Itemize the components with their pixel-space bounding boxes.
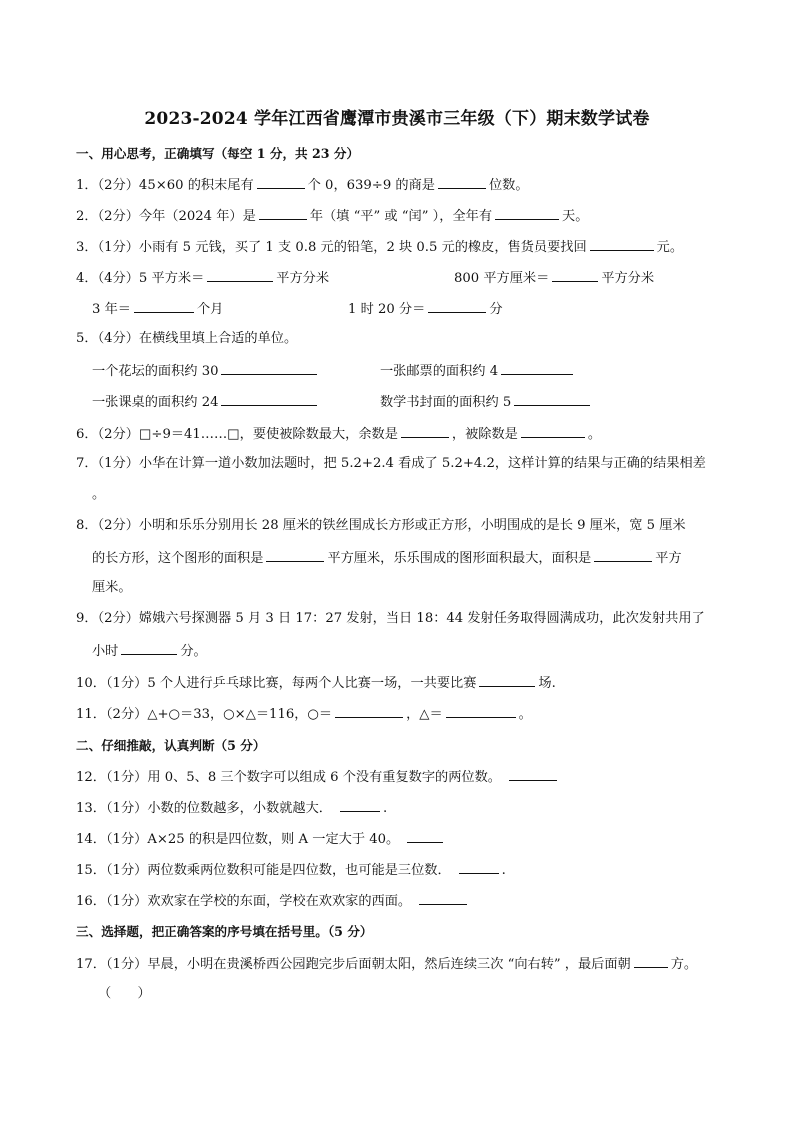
question-5b: 一张邮票的面积约 4 — [380, 360, 576, 382]
question-7: 7．（1分）小华在计算一道小数加法题时，把 5.2+2.4 看成了 5.2+4.2，这样计算的结果与正确的结果相差 — [76, 456, 706, 471]
answer-blank[interactable] — [121, 640, 177, 655]
question-10: 10．（1分）5 个人进行乒乓球比赛，每两个人比赛一场，一共要比赛 场. — [76, 672, 734, 694]
question-12: 12．（1分）用 0、5、8 三个数字可以组成 6 个没有重复数字的两位数。 — [76, 766, 734, 788]
question-4d: 1 时 20 分＝ 分 — [348, 298, 503, 320]
section-heading-3: 三、选择题，把正确答案的序号填在括号里。（5 分） — [76, 924, 373, 939]
answer-blank[interactable] — [407, 828, 443, 843]
answer-blank[interactable] — [590, 236, 654, 251]
answer-blank[interactable] — [419, 890, 467, 905]
question-13: 13．（1分）小数的位数越多，小数就越大． . — [76, 797, 734, 819]
answer-blank[interactable] — [446, 703, 516, 718]
answer-blank[interactable] — [501, 360, 573, 375]
section-heading-2: 二、仔细推敲，认真判断（5 分） — [76, 738, 266, 753]
question-4c: 3 年＝ 个月 — [92, 298, 223, 320]
question-6: 6．（2分）□÷9＝41……□，要使被除数最大，余数是 ，被除数是 。 — [76, 423, 734, 445]
answer-blank[interactable] — [594, 547, 652, 562]
question-14: 14．（1分）A×25 的积是四位数，则 A 一定大于 40。 — [76, 828, 734, 850]
question-8-end: 厘米。 — [92, 580, 132, 595]
answer-blank[interactable] — [521, 423, 585, 438]
answer-blank[interactable] — [509, 766, 557, 781]
answer-blank[interactable] — [438, 174, 486, 189]
answer-blank[interactable] — [221, 360, 317, 375]
question-15: 15．（1分）两位数乘两位数积可能是四位数，也可能是三位数． . — [76, 859, 734, 881]
answer-blank[interactable] — [134, 298, 194, 313]
question-5: 5．（4分）在横线里填上合适的单位。 — [76, 331, 298, 346]
answer-blank[interactable] — [340, 797, 380, 812]
question-17: 17．（1分）早晨，小明在贵溪桥西公园跑完步后面朝太阳，然后连续三次 “向右转” ，最后面朝 方。 — [76, 953, 754, 975]
answer-blank[interactable] — [479, 672, 535, 687]
question-3: 3．（1分）小雨有 5 元钱，买了 1 支 0.8 元的铅笔，2 块 0.5 元的橡皮，售货员要找回 元。 — [76, 236, 734, 258]
question-5d: 数学书封面的面积约 5 — [380, 391, 593, 413]
answer-blank[interactable] — [552, 267, 598, 282]
question-8: 8．（2分）小明和乐乐分别用长 28 厘米的铁丝围成长方形或正方形，小明围成的是长 9 厘米，宽 5 厘米 — [76, 518, 686, 533]
question-9: 9．（2分）嫦娥六号探测器 5 月 3 日 17：27 发射，当日 18：44 发射任务取得圆满成功，此次发射共用了 — [76, 611, 705, 626]
question-11: 11．（2分）△+○＝33，○×△＝116，○＝ ，△＝ 。 — [76, 703, 734, 725]
answer-blank[interactable] — [514, 391, 590, 406]
answer-blank[interactable] — [266, 547, 324, 562]
answer-blank[interactable] — [335, 703, 403, 718]
section-heading-1: 一、用心思考，正确填写（每空 1 分，共 23 分） — [76, 146, 360, 161]
question-2: 2．（2分）今年（2024 年）是 年（填 “平” 或 “闰” ），全年有 天。 — [76, 205, 734, 227]
question-8-cont: 的长方形，这个图形的面积是 平方厘米，乐乐围成的图形面积最大，面积是 平方 — [92, 547, 682, 569]
answer-blank[interactable] — [257, 174, 305, 189]
answer-blank[interactable] — [221, 391, 317, 406]
answer-blank[interactable] — [459, 859, 499, 874]
answer-blank[interactable] — [259, 205, 307, 220]
question-1: 1．（2分）45×60 的积末尾有 个 0，639÷9 的商是 位数。 — [76, 174, 734, 196]
question-5c: 一张课桌的面积约 24 — [92, 391, 320, 413]
answer-blank[interactable] — [495, 205, 559, 220]
question-5a: 一个花坛的面积约 30 — [92, 360, 320, 382]
answer-blank[interactable] — [634, 953, 668, 968]
question-4b: 800 平方厘米＝ 平方分米 — [454, 267, 654, 289]
question-16: 16．（1分）欢欢家在学校的东面，学校在欢欢家的西面。 — [76, 890, 734, 912]
answer-bracket[interactable]: （ ） — [98, 986, 151, 1001]
answer-blank[interactable] — [401, 423, 449, 438]
answer-blank[interactable] — [207, 267, 273, 282]
question-4a: 4．（4分）5 平方米＝ 平方分米 — [76, 267, 329, 289]
answer-blank[interactable] — [428, 298, 486, 313]
page-title: 2023-2024 学年江西省鹰潭市贵溪市三年级（下）期末数学试卷 — [144, 109, 650, 129]
question-7-end: 。 — [92, 487, 106, 502]
question-9-cont: 小时 分。 — [92, 640, 207, 662]
